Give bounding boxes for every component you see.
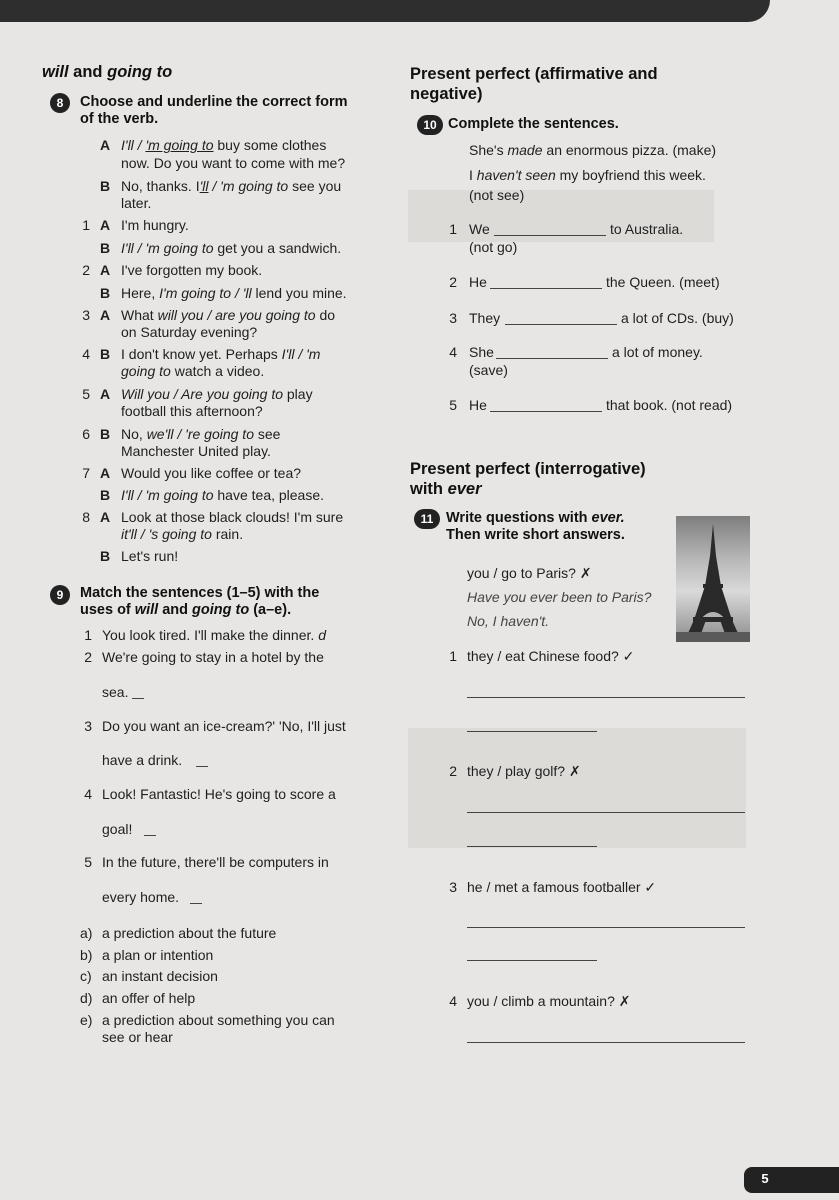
exercise-instruction: Match the sentences (1–5) with the xyxy=(80,585,320,601)
exercise-instruction: uses of will and going to (a–e). xyxy=(80,602,292,618)
exercise-instruction: of the verb. xyxy=(80,111,159,127)
list-item-line2[interactable]: it'll / 's going to rain. xyxy=(121,526,244,542)
item-number: 3 xyxy=(82,307,90,323)
item-rest: a lot of money. xyxy=(612,344,703,360)
answer-blank[interactable] xyxy=(196,766,208,767)
item-rest: (save) xyxy=(469,362,508,378)
example-line: (not see) xyxy=(469,187,525,203)
answer-blank[interactable] xyxy=(505,324,617,325)
speaker-label: A xyxy=(99,307,111,323)
page-number-tab xyxy=(744,1167,839,1193)
speaker-label: A xyxy=(99,465,111,481)
item-subject: They xyxy=(469,310,501,326)
section-title: Present perfect (affirmative and xyxy=(410,65,658,83)
item-prompt: he / met a famous footballer ✓ xyxy=(467,879,657,895)
answer-line-short[interactable] xyxy=(467,846,597,847)
exercise-instruction: Complete the sentences. xyxy=(448,116,619,132)
item-number: 5 xyxy=(449,397,457,413)
section-title: will and going to xyxy=(42,63,173,81)
top-bar xyxy=(0,0,770,22)
list-item[interactable]: What will you / are you going to do xyxy=(121,307,336,323)
exercise-instruction: Choose and underline the correct form xyxy=(80,94,348,110)
item-rest: the Queen. (meet) xyxy=(606,274,720,290)
list-item-line2: Manchester United play. xyxy=(121,443,271,459)
option-letter: c) xyxy=(80,968,92,984)
speaker-label: A xyxy=(99,262,111,278)
section-title: with ever xyxy=(410,480,482,498)
item-number: 5 xyxy=(84,854,92,870)
eiffel-tower-photo xyxy=(676,516,750,642)
example-line: She's made an enormous pizza. (make) xyxy=(469,142,717,158)
option-text: a plan or intention xyxy=(102,947,214,963)
item-number: 1 xyxy=(84,627,92,643)
item-number: 5 xyxy=(82,386,90,402)
exercise-instruction: Then write short answers. xyxy=(446,527,625,543)
item-rest: to Australia. xyxy=(610,221,684,237)
speaker-label: A xyxy=(99,217,111,233)
speaker-label: B xyxy=(99,487,111,503)
exercise-number-badge: 10 xyxy=(417,115,443,135)
speaker-label: B xyxy=(99,548,111,564)
item-prompt: they / play golf? ✗ xyxy=(467,763,581,779)
example-line: I'll / 'm going to buy some clothes xyxy=(121,137,327,153)
item-number: 6 xyxy=(82,426,90,442)
option-text: see or hear xyxy=(102,1029,173,1045)
answer-blank[interactable] xyxy=(132,698,144,699)
example-line: No, thanks. I'll / 'm going to see you xyxy=(121,178,342,194)
item-rest: a lot of CDs. (buy) xyxy=(621,310,734,326)
answer-line-short[interactable] xyxy=(467,731,597,732)
list-item: Would you like coffee or tea? xyxy=(121,465,302,481)
list-item[interactable]: I'll / 'm going to have tea, please. xyxy=(121,487,325,503)
speaker-label: B xyxy=(99,178,111,194)
answer-example: d xyxy=(318,627,326,643)
example-answer: No, I haven't. xyxy=(467,613,550,629)
speaker-label: A xyxy=(99,386,111,402)
list-item: Do you want an ice-cream?' 'No, I'll just xyxy=(102,718,346,734)
item-number: 4 xyxy=(82,346,90,362)
item-number: 8 xyxy=(82,509,90,525)
answer-blank[interactable] xyxy=(144,835,156,836)
list-item: Look at those black clouds! I'm sure xyxy=(121,509,344,525)
list-item[interactable]: I'll / 'm going to get you a sandwich. xyxy=(121,240,342,256)
option-letter: a) xyxy=(80,925,93,941)
answer-line-short[interactable] xyxy=(467,960,597,961)
item-number: 2 xyxy=(84,649,92,665)
list-item-line2: on Saturday evening? xyxy=(121,324,258,340)
list-item-line2: every home. xyxy=(102,889,180,905)
list-item-line2: have a drink. xyxy=(102,752,183,768)
item-number: 3 xyxy=(84,718,92,734)
item-number: 1 xyxy=(449,648,457,664)
item-number: 3 xyxy=(449,879,457,895)
answer-line-question[interactable] xyxy=(467,697,745,698)
list-item: We're going to stay in a hotel by the xyxy=(102,649,324,665)
item-rest: that book. (not read) xyxy=(606,397,733,413)
item-number: 4 xyxy=(449,344,457,360)
answer-blank[interactable] xyxy=(190,903,202,904)
item-number: 3 xyxy=(449,310,457,326)
item-prompt: they / eat Chinese food? ✓ xyxy=(467,648,635,664)
page-number: 5 xyxy=(761,1171,769,1186)
exercise-number-badge: 11 xyxy=(414,509,440,529)
list-item: In the future, there'll be computers in xyxy=(102,854,329,870)
item-subject: He xyxy=(469,397,487,413)
list-item[interactable]: No, we'll / 're going to see xyxy=(121,426,281,442)
section-title: negative) xyxy=(410,85,483,103)
speaker-label: B xyxy=(99,240,111,256)
option-text: a prediction about the future xyxy=(102,925,277,941)
list-item: I've forgotten my book. xyxy=(121,262,263,278)
exercise-number-badge: 8 xyxy=(50,93,70,113)
answer-blank[interactable] xyxy=(494,235,606,236)
option-letter: d) xyxy=(80,990,93,1006)
answer-line-question[interactable] xyxy=(467,927,745,928)
example-line: later. xyxy=(121,195,152,211)
answer-blank[interactable] xyxy=(496,358,608,359)
speaker-label: B xyxy=(99,285,111,301)
item-number: 7 xyxy=(82,465,90,481)
example-line: now. Do you want to come with me? xyxy=(121,155,346,171)
item-number: 1 xyxy=(449,221,457,237)
option-letter: b) xyxy=(80,947,93,963)
item-number: 1 xyxy=(82,217,90,233)
option-text: an instant decision xyxy=(102,968,218,984)
item-subject: We xyxy=(469,221,490,237)
example-line: I haven't seen my boyfriend this week. xyxy=(469,167,706,183)
list-item: You look tired. I'll make the dinner. d xyxy=(102,627,326,643)
option-text: an offer of help xyxy=(102,990,196,1006)
answer-line-question[interactable] xyxy=(467,812,745,813)
speaker-label: A xyxy=(99,509,111,525)
item-subject: She xyxy=(469,344,494,360)
item-subject: He xyxy=(469,274,487,290)
option-text: a prediction about something you can xyxy=(102,1012,335,1028)
list-item[interactable]: I don't know yet. Perhaps I'll / 'm xyxy=(121,346,321,362)
speaker-label: A xyxy=(99,137,111,153)
list-item: Look! Fantastic! He's going to score a xyxy=(102,786,336,802)
item-prompt: you / climb a mountain? ✗ xyxy=(467,993,631,1009)
example-prompt: you / go to Paris? ✗ xyxy=(467,565,592,581)
exercise-number-badge: 9 xyxy=(50,585,70,605)
example-question: Have you ever been to Paris? xyxy=(467,589,652,605)
item-number: 2 xyxy=(449,763,457,779)
list-item: I'm hungry. xyxy=(121,217,189,233)
list-item-line2: goal! xyxy=(102,821,133,837)
answer-blank[interactable] xyxy=(490,288,602,289)
speaker-label: B xyxy=(99,426,111,442)
section-title: Present perfect (interrogative) xyxy=(410,460,646,478)
list-item[interactable]: Will you / Are you going to play xyxy=(121,386,313,402)
list-item-line2: going to watch a video. xyxy=(121,363,265,379)
option-letter: e) xyxy=(80,1012,93,1028)
bleed-through-box xyxy=(408,728,746,848)
speaker-label: B xyxy=(99,346,111,362)
eiffel-tower-icon xyxy=(676,516,750,642)
item-rest: (not go) xyxy=(469,239,518,255)
list-item-line2: sea. xyxy=(102,684,129,700)
item-number: 2 xyxy=(449,274,457,290)
answer-line-question[interactable] xyxy=(467,1042,745,1043)
exercise-instruction: Write questions with ever. xyxy=(446,510,625,526)
answer-blank[interactable] xyxy=(490,411,602,412)
list-item[interactable]: Here, I'm going to / 'll lend you mine. xyxy=(121,285,347,301)
item-number: 4 xyxy=(449,993,457,1009)
list-item: Let's run! xyxy=(121,548,179,564)
list-item-line2: football this afternoon? xyxy=(121,403,263,419)
item-number: 2 xyxy=(82,262,90,278)
item-number: 4 xyxy=(84,786,92,802)
